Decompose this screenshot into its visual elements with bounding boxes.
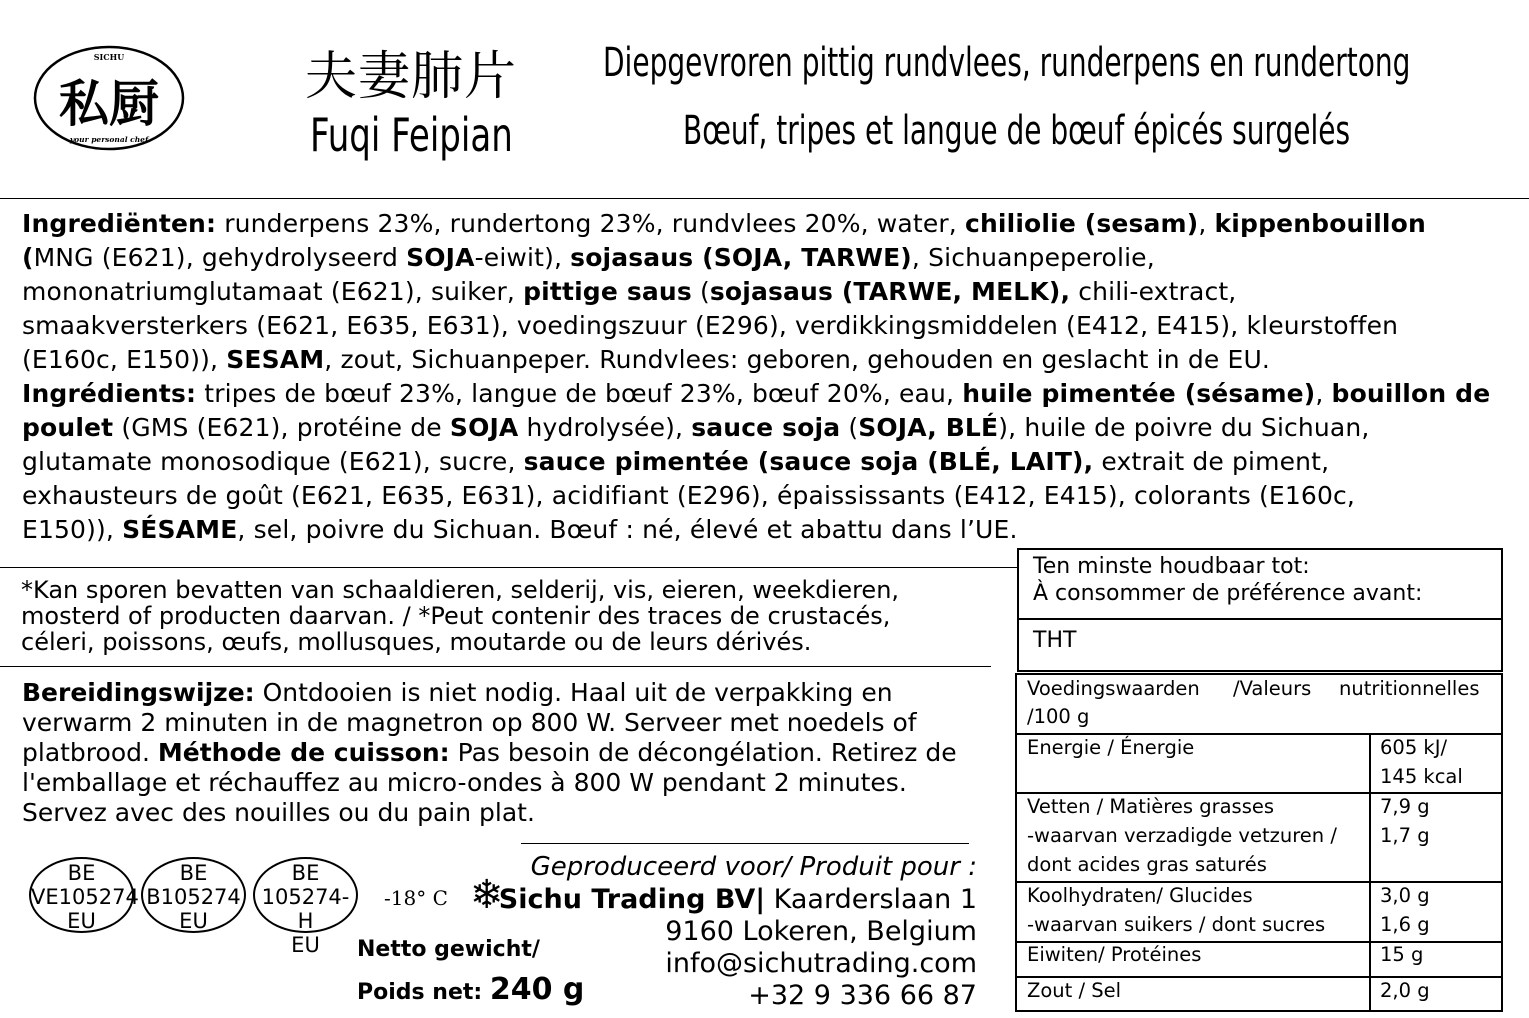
producer-divider xyxy=(521,843,969,844)
pinyin-product-title: Fuqi Feipian xyxy=(310,108,513,162)
preparation-instructions: Bereidingswijze: Ontdooien is niet nodig. Haal uit de verpakking en verwarm 2 minuten in de magnetron op 800 W. Serveer met noedels of platbrood. Méthode de cuisson: Pas besoin de décongélation. Retirez de l'emballage et réchauffez au micro-ondes à 800 W pendant 2 minutes. Servez avec des nouilles ou du pain plat. xyxy=(22,678,957,827)
brand-logo xyxy=(33,45,185,151)
ingredients-nl-line: (E160c, E150)), SESAM, zout, Sichuanpeper. Rundvlees: geboren, gehouden en geslacht in de EU. xyxy=(22,345,1271,374)
logo-top-text: SICHU xyxy=(93,52,125,62)
nutrition-header: Voedingswaarden xyxy=(1027,677,1200,700)
best-before-box xyxy=(1017,548,1503,672)
dutch-product-title: Diepgevroren pittig rundvlees, runderpens en rundertong xyxy=(603,40,1411,86)
nutrient-label: Eiwiten/ Protéines xyxy=(1027,943,1202,966)
ingredients-fr-line: poulet (GMS (E621), protéine de SOJA hydrolysée), sauce soja (SOJA, BLÉ), huile de poivre du Sichuan, xyxy=(22,413,1370,442)
allergen-divider xyxy=(0,666,991,667)
producer-company: Sichu Trading BV| Kaarderslaan 1 xyxy=(498,884,977,915)
health-mark-stamp: BE 105274-H EU xyxy=(253,857,358,933)
french-product-title: Bœuf, tripes et langue de bœuf épicés surgelés xyxy=(683,108,1351,154)
ingredients-dutch xyxy=(22,207,1426,377)
nutrient-value: 605 kJ/ xyxy=(1380,736,1448,759)
nutrition-header-unit: /100 g xyxy=(1027,705,1090,728)
best-before-separator xyxy=(1019,618,1501,620)
nutrient-label: Zout / Sel xyxy=(1027,979,1122,1002)
nutrition-table xyxy=(1015,673,1503,1012)
producer-city: 9160 Lokeren, Belgium xyxy=(665,916,977,947)
net-weight-value: 240 g xyxy=(489,972,585,1007)
nutrient-label: dont acides gras saturés xyxy=(1027,853,1267,876)
storage-temperature: -18° C xyxy=(384,886,448,910)
snowflake-icon: ❄ xyxy=(470,872,504,918)
header-divider xyxy=(0,198,1529,199)
ingredients-fr-line: Ingrédients: tripes de bœuf 23%, langue de bœuf 23%, bœuf 20%, eau, huile pimentée (sésame), bouillon de xyxy=(22,379,1491,408)
ingredients-fr-line: E150)), SÉSAME, sel, poivre du Sichuan. Bœuf : né, élevé et abattu dans l’UE. xyxy=(22,515,1018,544)
nutrient-value: 7,9 g xyxy=(1380,795,1430,818)
producer-phone: +32 9 336 66 87 xyxy=(748,980,977,1011)
nutrient-value: 1,7 g xyxy=(1380,824,1430,847)
producer-email: info@sichutrading.com xyxy=(665,948,977,979)
chinese-product-title: 夫妻肺片 xyxy=(305,47,518,107)
ingredients-nl-line: smaakversterkers (E621, E635, E631), voedingszuur (E296), verdikkingsmiddelen (E412, E415), kleurstoffen xyxy=(22,311,1399,340)
logo-chinese-chars: 私厨 xyxy=(59,75,159,133)
nutrient-value: 15 g xyxy=(1380,943,1424,966)
ingredients-fr-line: exhausteurs de goût (E621, E635, E631), acidifiant (E296), épaississants (E412, E415), colorants (E160c, xyxy=(22,481,1356,510)
health-mark-stamp: BE B105274 EU xyxy=(141,857,246,933)
ingredients-fr-line: glutamate monosodique (E621), sucre, sauce pimentée (sauce soja (BLÉ, LAIT), extrait de piment, xyxy=(22,447,1330,476)
ingredients-divider xyxy=(0,567,1017,568)
table-row xyxy=(1017,733,1501,735)
table-row xyxy=(1017,792,1501,794)
net-weight: Poids net: 240 g xyxy=(357,972,585,1007)
nutrition-header: nutritionnelles xyxy=(1339,677,1480,700)
net-weight-label: Netto gewicht/ xyxy=(357,937,540,962)
best-before-label-nl: Ten minste houdbaar tot: xyxy=(1033,554,1310,579)
ingredients-french xyxy=(22,377,1490,547)
preparation-fr-label: Méthode de cuisson: xyxy=(157,738,450,767)
table-row xyxy=(1017,881,1501,883)
best-before-code: THT xyxy=(1033,628,1077,653)
logo-tagline: your personal chef xyxy=(69,135,149,144)
nutrient-value: 2,0 g xyxy=(1380,979,1430,1002)
best-before-label-fr: À consommer de préférence avant: xyxy=(1033,581,1423,606)
nutrient-label: Energie / Énergie xyxy=(1027,736,1195,759)
producer-intro: Geproduceerd voor/ Produit pour : xyxy=(530,852,977,882)
nutrient-label: -waarvan suikers / dont sucres xyxy=(1027,913,1326,936)
table-row xyxy=(1017,976,1501,978)
nutrient-value: 1,6 g xyxy=(1380,913,1430,936)
nutrient-value: 145 kcal xyxy=(1380,765,1463,788)
health-mark-stamp: BE VE105274 EU xyxy=(29,857,134,933)
ingredients-nl-line: (MNG (E621), gehydrolyseerd SOJA-eiwit), sojasaus (SOJA, TARWE), Sichuanpeperolie, xyxy=(22,243,1155,272)
ingredients-nl-line: mononatriumglutamaat (E621), suiker, pittige saus (sojasaus (TARWE, MELK), chili-extract, xyxy=(22,277,1237,306)
allergen-warning: *Kan sporen bevatten van schaaldieren, selderij, vis, eieren, weekdieren, mosterd of producten daarvan. / *Peut contenir des traces de crustacés, céleri, poissons, œufs, mollusques, moutarde ou de leurs dérivés. xyxy=(21,576,900,656)
nutrition-column-divider xyxy=(1369,733,1371,1010)
nutrient-label: -waarvan verzadigde vetzuren / xyxy=(1027,824,1337,847)
preparation-nl-label: Bereidingswijze: xyxy=(22,678,255,707)
logo-emblem xyxy=(33,45,185,151)
nutrient-value: 3,0 g xyxy=(1380,884,1430,907)
ingredients-nl-label: Ingrediënten: xyxy=(22,209,217,238)
nutrient-label: Koolhydraten/ Glucides xyxy=(1027,884,1253,907)
nutrition-header: /Valeurs xyxy=(1233,677,1312,700)
ingredients-fr-label: Ingrédients: xyxy=(22,379,197,408)
nutrient-label: Vetten / Matières grasses xyxy=(1027,795,1275,818)
ingredients-nl-line: Ingrediënten: runderpens 23%, rundertong 23%, rundvlees 20%, water, chiliolie (sesam), kippenbouillon xyxy=(22,209,1426,238)
